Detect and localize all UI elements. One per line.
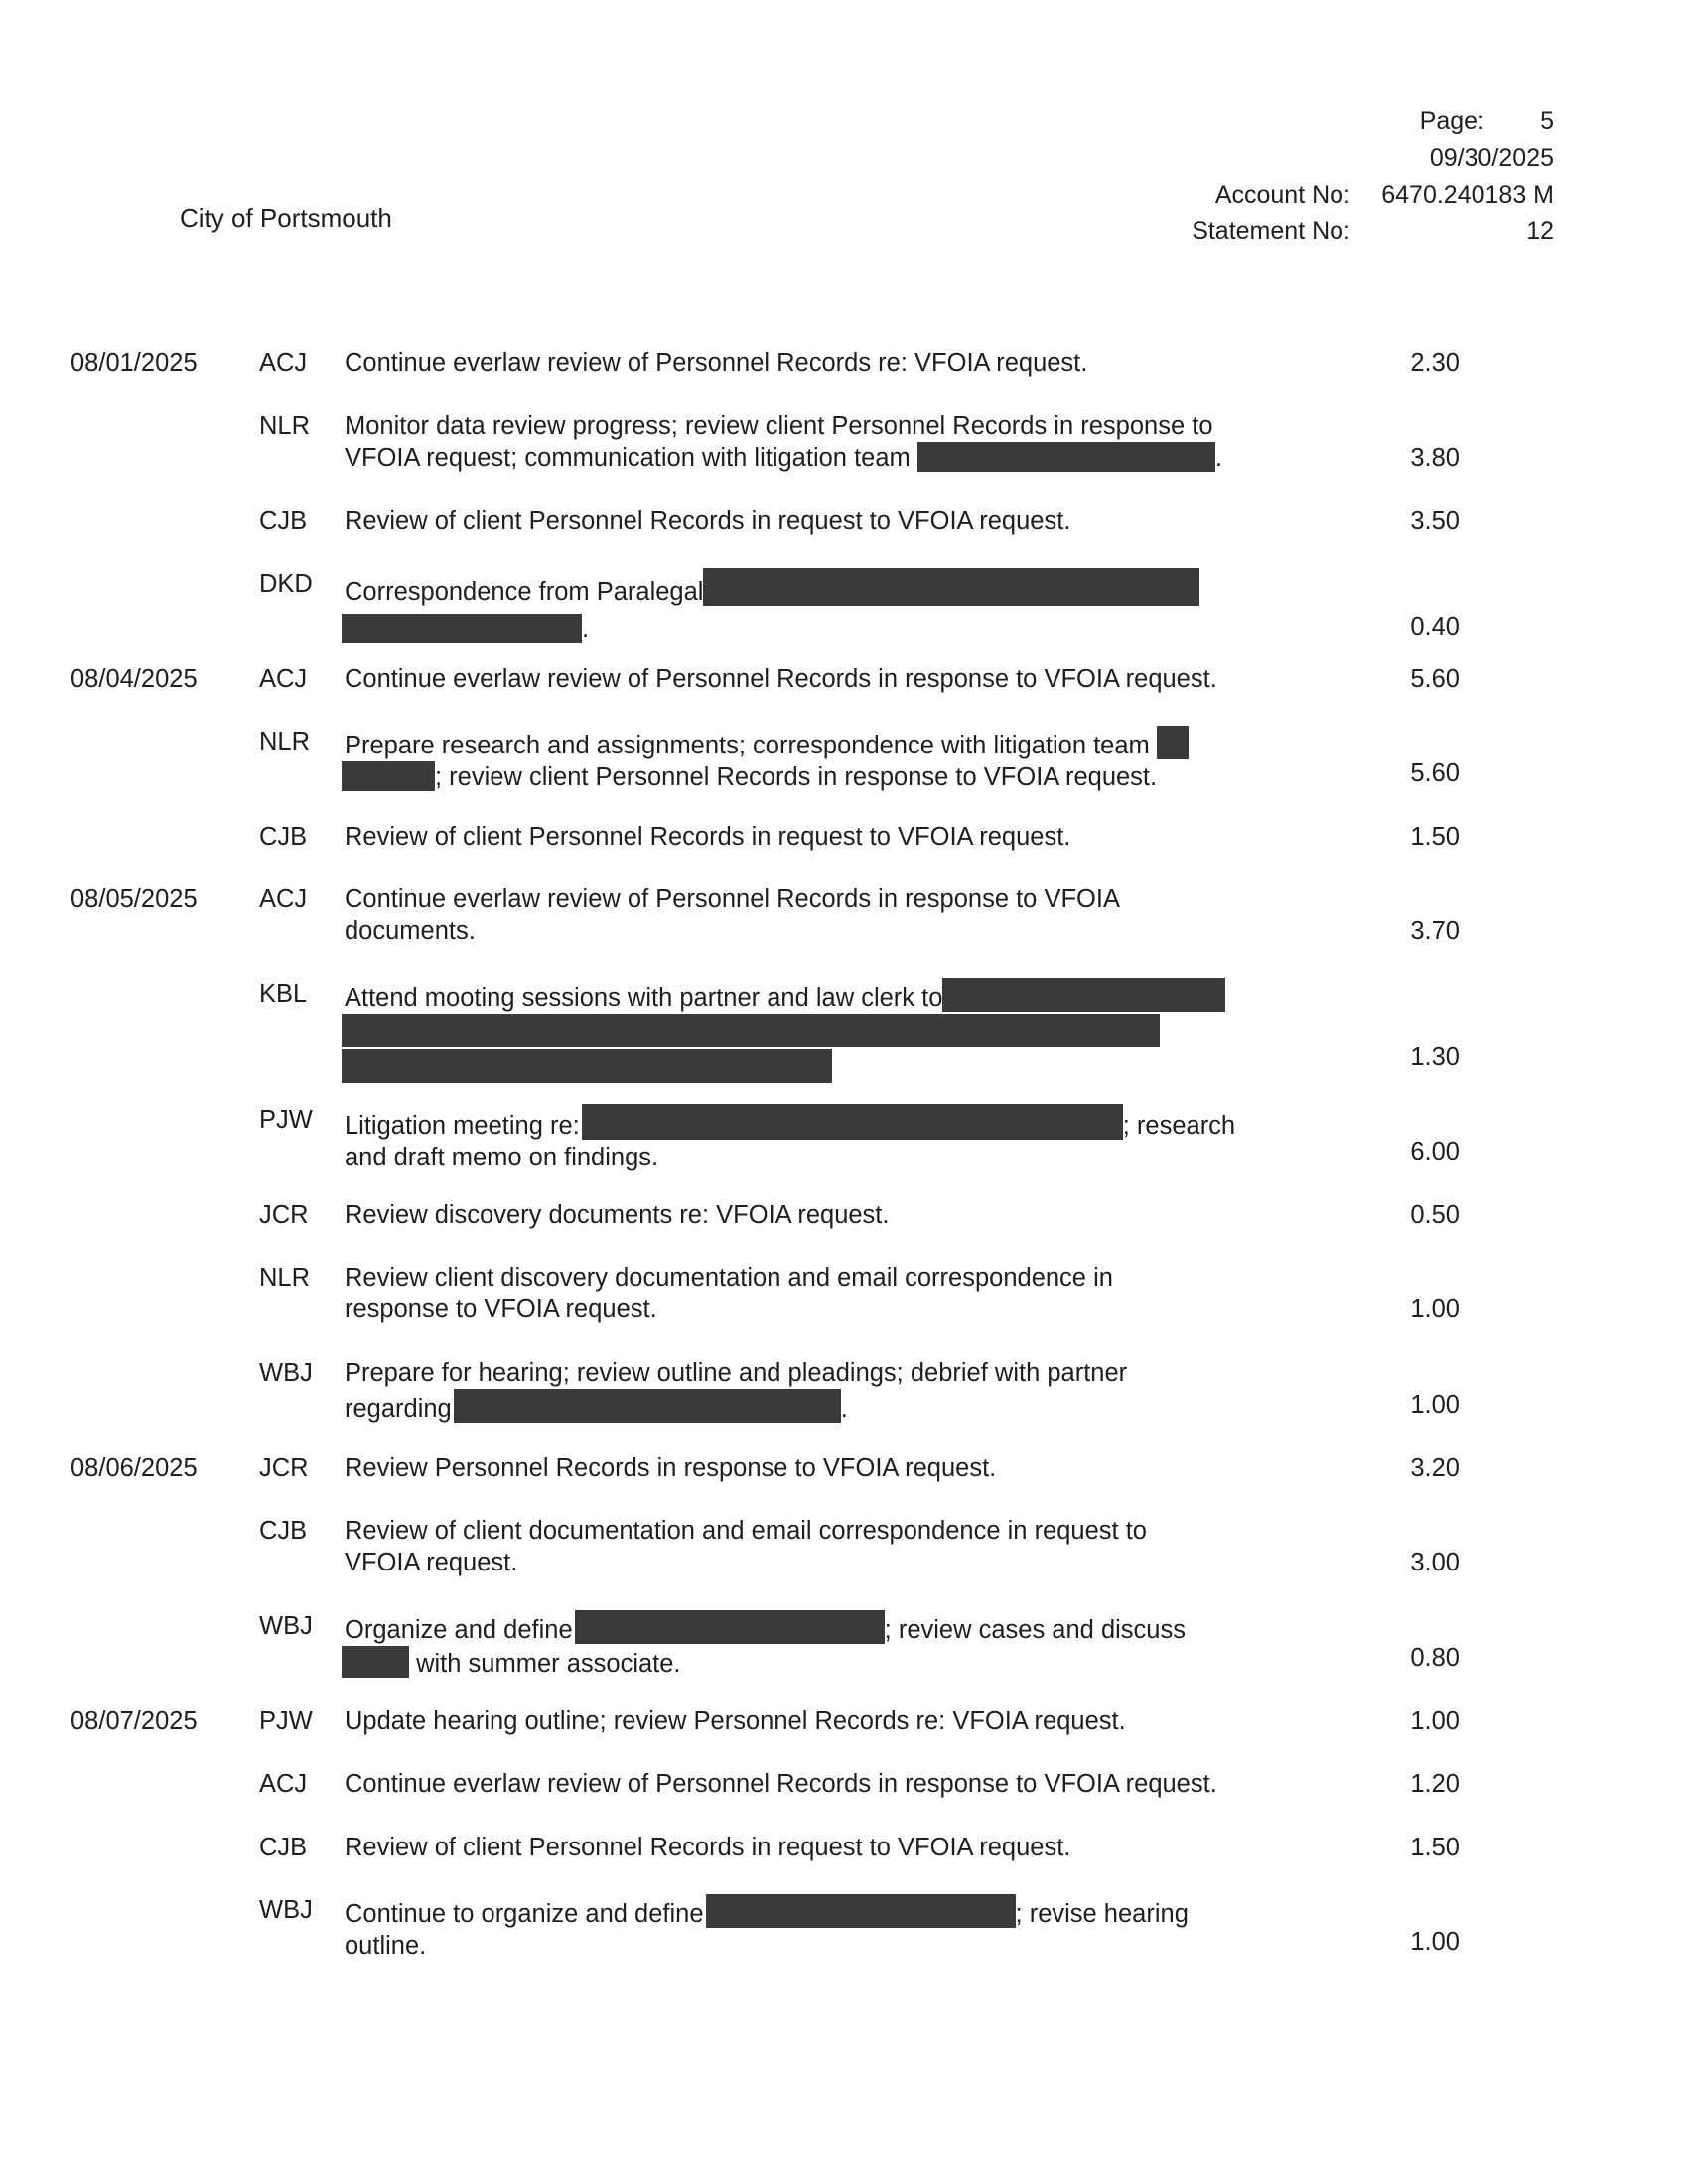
page-label: Page:: [1419, 107, 1484, 135]
description-line: Continue everlaw review of Personnel Records re: VFOIA request.: [345, 349, 1088, 377]
entry-hours: 1.50: [1410, 823, 1460, 851]
description-text: Organize and define: [345, 1616, 573, 1644]
timekeeper-initials: NLR: [259, 1264, 311, 1292]
redaction-block: [342, 761, 435, 791]
statement-label: Statement No:: [1192, 217, 1350, 245]
description-line: [345, 1610, 1268, 1646]
timekeeper-initials: NLR: [259, 412, 311, 440]
entry-description: [345, 1104, 1268, 1173]
entry-hours: 1.00: [1410, 1391, 1460, 1419]
entry-description: [345, 1894, 1268, 1962]
statement-date: 09/30/2025: [1429, 144, 1554, 172]
timekeeper-initials: PJW: [259, 1707, 313, 1735]
entry-hours: 2.30: [1410, 349, 1460, 377]
description-line: [345, 442, 1268, 474]
entry-description: [345, 410, 1268, 474]
description-line: outline.: [345, 1932, 427, 1960]
entry-description: [345, 1452, 1268, 1484]
timekeeper-initials: ACJ: [259, 349, 308, 377]
entry-date: 08/05/2025: [70, 886, 198, 913]
entry-description: [345, 663, 1268, 695]
description-line: [345, 726, 1268, 761]
redaction-block: [342, 1049, 832, 1083]
description-line: Continue everlaw review of Personnel Records in response to VFOIA: [345, 886, 1120, 913]
redaction-block: [342, 614, 582, 643]
description-text: .: [840, 1395, 848, 1423]
redaction-block: [454, 1389, 841, 1423]
description-line: response to VFOIA request.: [345, 1296, 657, 1323]
entry-date: 08/04/2025: [70, 665, 198, 693]
description-text: Continue to organize and define: [345, 1900, 704, 1928]
description-line: [345, 1894, 1268, 1930]
entry-description: [345, 978, 1268, 1085]
timekeeper-initials: CJB: [259, 1517, 308, 1545]
entry-hours: 5.60: [1410, 759, 1460, 787]
entry-date: 08/07/2025: [70, 1707, 198, 1735]
timekeeper-initials: WBJ: [259, 1359, 313, 1387]
statement-row: [1038, 213, 1554, 250]
redaction-block: [575, 1610, 885, 1644]
description-line: [345, 568, 1268, 608]
description-line: VFOIA request.: [345, 1549, 518, 1576]
description-line: Update hearing outline; review Personnel Records re: VFOIA request.: [345, 1707, 1126, 1735]
redaction-block: [1157, 726, 1189, 759]
description-line: Continue everlaw review of Personnel Records in response to VFOIA request.: [345, 665, 1217, 693]
redaction-block: [582, 1104, 1123, 1140]
description-text: with summer associate.: [416, 1650, 681, 1678]
page-number: 5: [1540, 107, 1554, 135]
timekeeper-initials: CJB: [259, 507, 308, 535]
entry-hours: 6.00: [1410, 1138, 1460, 1165]
entry-description: [345, 726, 1268, 793]
entry-date: 08/06/2025: [70, 1454, 198, 1482]
description-line: and draft memo on findings.: [345, 1144, 659, 1171]
timekeeper-initials: WBJ: [259, 1896, 313, 1924]
description-text: VFOIA request; communication with litigation team: [345, 444, 911, 472]
description-text: Attend mooting sessions with partner and law clerk to: [345, 984, 943, 1012]
description-line: Review of client Personnel Records in request to VFOIA request.: [345, 1834, 1071, 1861]
entry-hours: 1.20: [1410, 1770, 1460, 1798]
description-line: [345, 1104, 1268, 1142]
timekeeper-initials: ACJ: [259, 1770, 308, 1798]
timekeeper-initials: CJB: [259, 1834, 308, 1861]
entry-description: [345, 568, 1268, 645]
description-line: Review of client Personnel Records in request to VFOIA request.: [345, 507, 1071, 535]
entry-hours: 1.00: [1410, 1928, 1460, 1956]
entry-hours: 0.80: [1410, 1644, 1460, 1672]
timekeeper-initials: DKD: [259, 570, 313, 598]
entry-description: [345, 884, 1268, 947]
statement-date-row: [1038, 140, 1554, 177]
timekeeper-initials: JCR: [259, 1201, 309, 1229]
description-line: Prepare for hearing; review outline and pleadings; debrief with partner: [345, 1359, 1128, 1387]
entry-description: [345, 1832, 1268, 1863]
description-line: [345, 1389, 1268, 1425]
redaction-block: [942, 978, 1225, 1012]
timekeeper-initials: CJB: [259, 823, 308, 851]
description-line: Monitor data review progress; review client Personnel Records in response to: [345, 412, 1213, 440]
description-line: Continue everlaw review of Personnel Records in response to VFOIA request.: [345, 1770, 1217, 1798]
entry-hours: 1.50: [1410, 1834, 1460, 1861]
description-text: ; research: [1122, 1112, 1236, 1140]
description-text: ; review client Personnel Records in response to VFOIA request.: [435, 763, 1158, 791]
description-text: .: [582, 615, 590, 643]
timekeeper-initials: WBJ: [259, 1612, 313, 1640]
entry-description: [345, 1610, 1268, 1680]
description-text: regarding: [345, 1395, 452, 1423]
entry-hours: 3.00: [1410, 1549, 1460, 1576]
description-line: [345, 761, 1268, 793]
description-line: [345, 1014, 1268, 1049]
description-line: Review discovery documents re: VFOIA request.: [345, 1201, 890, 1229]
account-number: 6470.240183 M: [1381, 181, 1554, 208]
entry-hours: 1.30: [1410, 1043, 1460, 1071]
entry-hours: 3.20: [1410, 1454, 1460, 1482]
description-line: [345, 978, 1268, 1014]
description-line: Review of client Personnel Records in request to VFOIA request.: [345, 823, 1071, 851]
redaction-block: [342, 1014, 1160, 1047]
description-line: [345, 1646, 1268, 1680]
description-line: [345, 614, 1268, 645]
redaction-block: [703, 568, 1199, 606]
timekeeper-initials: ACJ: [259, 665, 308, 693]
redaction-block: [342, 1646, 409, 1678]
entry-description: [345, 1515, 1268, 1578]
description-text: Correspondence from Paralegal: [345, 578, 704, 606]
entry-description: [345, 1706, 1268, 1737]
entry-hours: 0.50: [1410, 1201, 1460, 1229]
description-text: .: [1214, 444, 1222, 472]
entry-hours: 1.00: [1410, 1296, 1460, 1323]
page-row: [1038, 103, 1554, 140]
entry-description: [345, 821, 1268, 853]
entry-description: [345, 1357, 1268, 1425]
timekeeper-initials: ACJ: [259, 886, 308, 913]
entry-hours: 5.60: [1410, 665, 1460, 693]
account-label: Account No:: [1214, 181, 1350, 208]
entry-hours: 0.40: [1410, 614, 1460, 641]
description-line: [345, 1049, 1268, 1085]
statement-header: [1038, 103, 1554, 250]
account-row: [1038, 177, 1554, 213]
statement-number: 12: [1526, 217, 1554, 245]
description-line: Review of client documentation and email correspondence in request to: [345, 1517, 1147, 1545]
entry-hours: 1.00: [1410, 1707, 1460, 1735]
entry-description: [345, 347, 1268, 379]
entry-hours: 3.50: [1410, 507, 1460, 535]
entry-hours: 3.80: [1410, 444, 1460, 472]
entry-description: [345, 1199, 1268, 1231]
redaction-block: [706, 1894, 1016, 1928]
redaction-block: [917, 442, 1215, 472]
description-line: Review Personnel Records in response to VFOIA request.: [345, 1454, 997, 1482]
description-text: Litigation meeting re:: [345, 1112, 580, 1140]
description-text: ; revise hearing: [1015, 1900, 1189, 1928]
entry-date: 08/01/2025: [70, 349, 198, 377]
entry-description: [345, 1262, 1268, 1325]
description-text: ; review cases and discuss: [884, 1616, 1186, 1644]
entry-hours: 3.70: [1410, 917, 1460, 945]
description-text: Prepare research and assignments; correspondence with litigation team: [345, 732, 1150, 759]
entry-description: [345, 505, 1268, 537]
timekeeper-initials: PJW: [259, 1106, 313, 1134]
description-line: Review client discovery documentation and email correspondence in: [345, 1264, 1113, 1292]
timekeeper-initials: JCR: [259, 1454, 309, 1482]
description-line: documents.: [345, 917, 476, 945]
entry-description: [345, 1768, 1268, 1800]
timekeeper-initials: NLR: [259, 728, 311, 755]
client-name: City of Portsmouth: [180, 204, 392, 233]
timekeeper-initials: KBL: [259, 980, 308, 1008]
